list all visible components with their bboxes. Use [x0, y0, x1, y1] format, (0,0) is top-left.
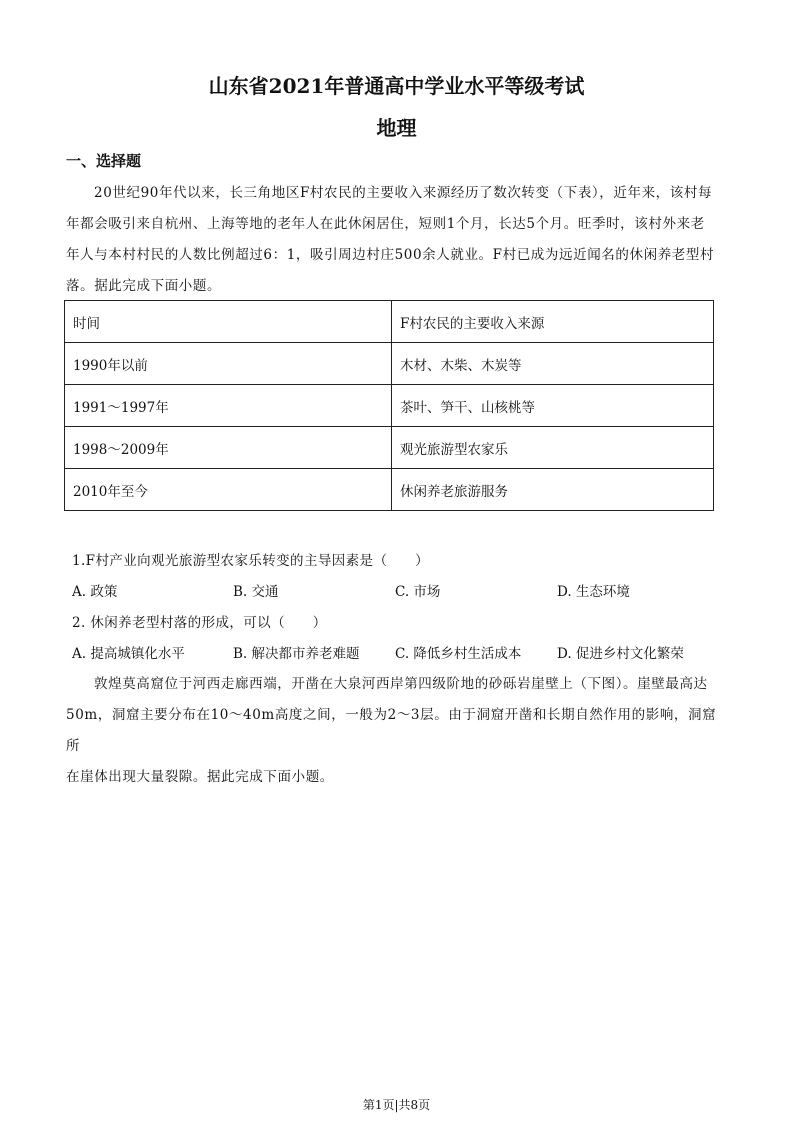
passage-f-village [66, 178, 726, 302]
table-cell: 茶叶、笋干、山核桃等 [392, 385, 714, 427]
table-cell: 1998～2009年 [65, 427, 392, 469]
question-1-options [72, 580, 732, 600]
header-cell-income: F村农民的主要收入来源 [392, 301, 714, 343]
option-b: B. 解决都市养老难题 [233, 646, 360, 662]
question-2-stem: 2. 休闲养老型村落的形成，可以（ ） [72, 615, 327, 631]
section-heading: 一、选择题 [66, 152, 142, 170]
option-a: A. 政策 [72, 584, 118, 600]
header-cell-time: 时间 [65, 301, 392, 343]
table-cell: 休闲养老旅游服务 [392, 469, 714, 511]
option-c: C. 市场 [395, 584, 441, 600]
passage-line: 落。据此完成下面小题。 [66, 278, 222, 294]
passage-mogao-caves [66, 669, 726, 793]
table-row [65, 469, 714, 511]
table-cell: 1990年以前 [65, 343, 392, 385]
passage-line: 年人与本村村民的人数比例超过6：1，吸引周边村庄500余人就业。F村已成为远近闻名的休闲养老型村 [66, 247, 715, 263]
passage-line: 50m，洞窟主要分布在10～40m高度之间，一般为2～3层。由于洞窟开凿和长期自然作用的影响，洞窟所 [66, 707, 717, 754]
passage-line: 年都会吸引来自杭州、上海等地的老年人在此休闲居住，短则1个月，长达5个月。旺季时，该村外来老 [66, 216, 705, 232]
question-2-options [72, 642, 732, 662]
table-cell: 木材、木柴、木炭等 [392, 343, 714, 385]
passage-line: 20世纪90年代以来，长三角地区F村农民的主要收入来源经历了数次转变（下表），近年来，该村每 [94, 185, 713, 201]
option-a: A. 提高城镇化水平 [72, 646, 185, 662]
income-source-table [64, 300, 714, 511]
table-cell: 观光旅游型农家乐 [392, 427, 714, 469]
table-cell: 2010年至今 [65, 469, 392, 511]
option-d: D. 促进乡村文化繁荣 [557, 646, 684, 662]
passage-line: 敦煌莫高窟位于河西走廊西端，开凿在大泉河西岸第四级阶地的砂砾岩崖壁上（下图）。崖壁最高达 [94, 676, 708, 692]
table-header-row [65, 301, 714, 343]
page-number: 第1页|共8页 [362, 1098, 431, 1112]
table-row [65, 343, 714, 385]
option-b: B. 交通 [233, 584, 279, 600]
table-row [65, 385, 714, 427]
table-cell: 1991～1997年 [65, 385, 392, 427]
question-1-stem: 1.F村产业向观光旅游型农家乐转变的主导因素是（ ） [72, 553, 430, 569]
subject-title: 地理 [376, 116, 417, 140]
option-d: D. 生态环境 [557, 584, 630, 600]
exam-title: 山东省2021年普通高中学业水平等级考试 [208, 74, 585, 98]
passage-line: 在崖体出现大量裂隙。据此完成下面小题。 [66, 769, 334, 785]
option-c: C. 降低乡村生活成本 [395, 646, 522, 662]
table-row [65, 427, 714, 469]
